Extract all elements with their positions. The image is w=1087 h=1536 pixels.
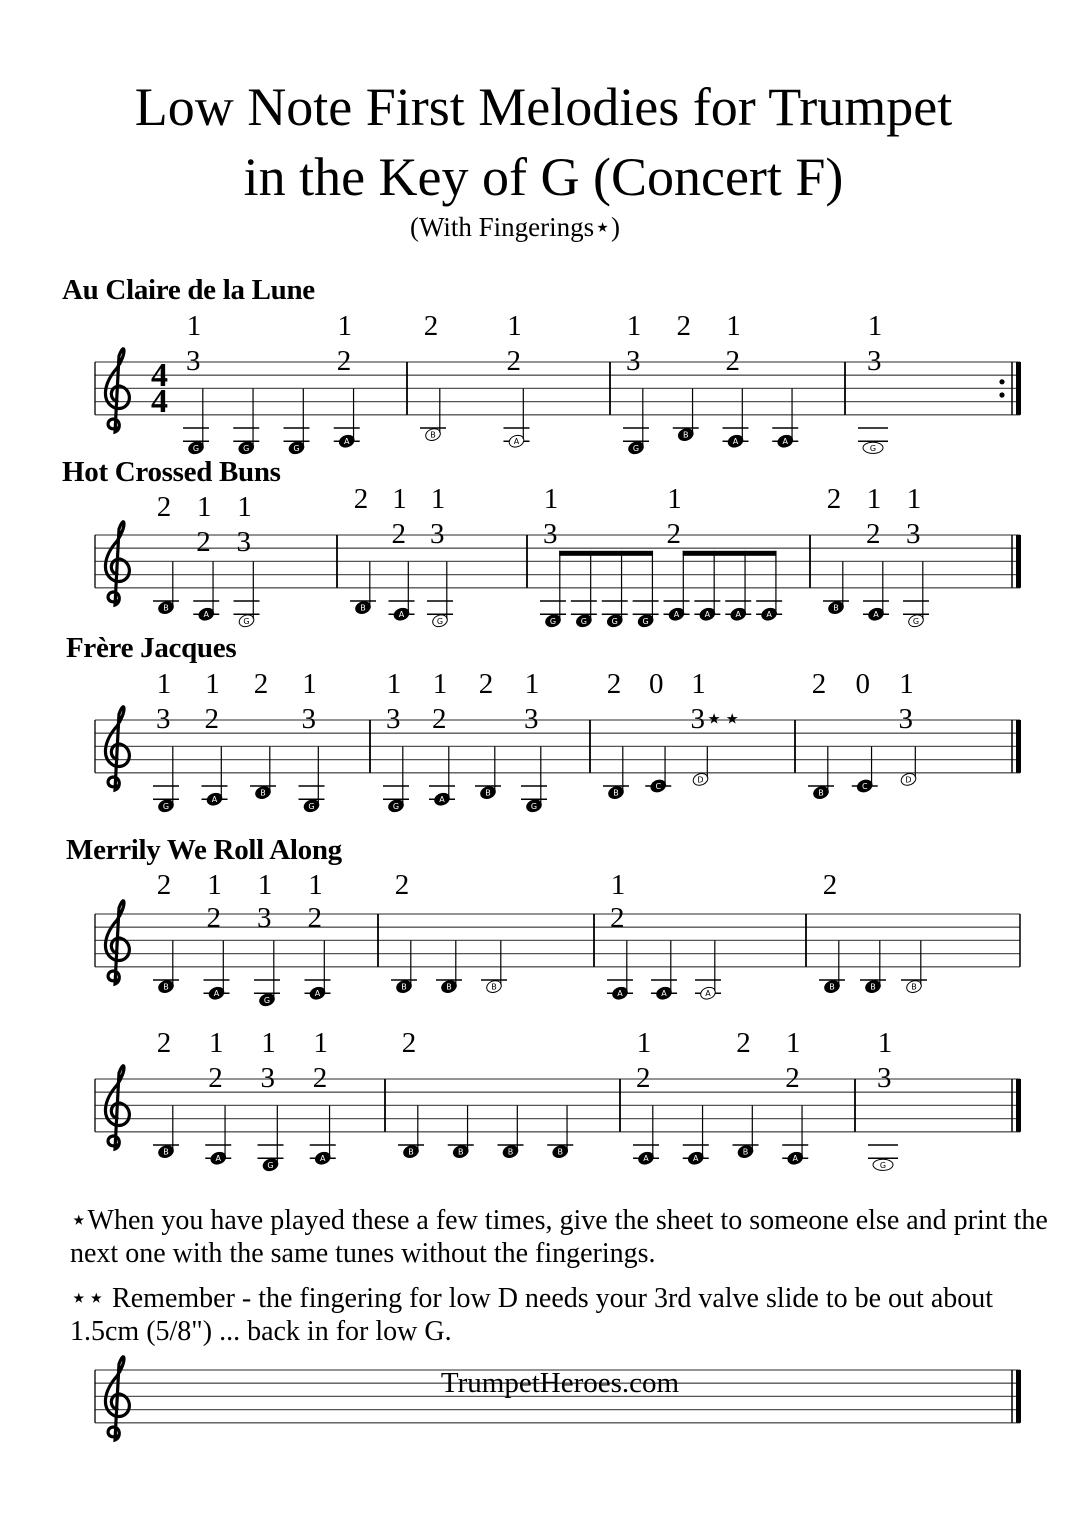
fingering-top: 2	[676, 310, 691, 342]
note-A	[723, 310, 749, 449]
note-G	[254, 869, 280, 1008]
note-letter: B	[360, 603, 366, 613]
note-G	[233, 388, 259, 455]
fingering-top: 1	[899, 668, 914, 700]
treble-clef-icon	[105, 522, 129, 605]
fingering-top: 2	[156, 869, 172, 901]
fingering-top: 2	[394, 869, 410, 901]
note-G	[284, 388, 310, 455]
fingering-bottom: 2	[866, 518, 881, 550]
note-B	[153, 1027, 179, 1159]
note-G	[903, 483, 929, 629]
final-bar-thick	[1016, 1370, 1021, 1423]
repeat-dot	[999, 392, 1004, 397]
fingering-top: 1	[786, 1027, 801, 1059]
fingering-bottom: 2	[432, 703, 447, 735]
note-letter: A	[873, 610, 879, 620]
note-letter: A	[693, 1154, 699, 1164]
fingering-bottom: 2	[196, 526, 211, 558]
fingering-top: 1	[432, 668, 448, 700]
time-signature-digit: 4	[151, 357, 168, 394]
note-letter: B	[911, 982, 917, 992]
fingering-top: 2	[353, 483, 369, 515]
note-A	[695, 940, 721, 1001]
note-A	[863, 483, 889, 622]
fingering-top: 1	[156, 668, 172, 700]
note-letter: B	[683, 430, 689, 440]
note-letter: C	[861, 782, 868, 791]
note-A	[202, 668, 228, 807]
fingering-top: 2	[478, 668, 494, 700]
note-letter: G	[192, 443, 200, 453]
fingering-top: 1	[257, 869, 273, 901]
note-letter: B	[491, 982, 497, 992]
note-A	[310, 1027, 336, 1166]
note-B	[808, 668, 834, 800]
note-letter: B	[446, 982, 452, 992]
note-letter: G	[642, 616, 649, 626]
website-text: TrumpetHeroes.com	[440, 1367, 680, 1399]
fingering-bottom: 3	[301, 703, 316, 735]
fingering-bottom: 2	[208, 1062, 223, 1094]
fingering-top: 1	[726, 310, 741, 342]
note-letter: A	[704, 610, 711, 620]
note-letter: G	[263, 995, 271, 1005]
note-G	[299, 668, 325, 814]
note-letter: G	[879, 1160, 887, 1170]
fingering-bottom: 3	[906, 518, 921, 550]
footnote-2: ⋆⋆ Remember - the fingering for low D needs your 3rd valve slide to be out about 1.5cm (5/8") ... back in for low G.	[70, 1283, 994, 1347]
fingering-top: 1	[877, 1027, 893, 1059]
fingering-bottom: 2	[391, 518, 406, 550]
fingering-top: 2	[401, 1027, 417, 1059]
note-letter: A	[782, 437, 788, 447]
note-letter: B	[458, 1147, 464, 1157]
note-letter: B	[163, 1147, 169, 1157]
fingering-bottom: 2	[636, 1062, 651, 1094]
fingering-top: 1	[205, 668, 220, 700]
note-A	[204, 869, 230, 1001]
note-letter: G	[530, 801, 538, 811]
note-A	[683, 1105, 709, 1166]
note-letter: D	[905, 775, 912, 785]
fingering-bottom: 3	[236, 526, 251, 558]
note-B	[603, 668, 629, 800]
note-letter: B	[507, 1147, 514, 1157]
page-title-line1: Low Note First Melodies for Trumpet	[134, 77, 953, 137]
eighth-beam	[683, 551, 777, 556]
note-letter: G	[611, 616, 618, 626]
repeat-dot	[999, 379, 1004, 384]
fingering-bottom: 3	[898, 703, 913, 735]
fingering-bottom: 2	[785, 1062, 800, 1094]
note-letter: D	[697, 775, 704, 785]
note-letter: G	[549, 616, 557, 626]
note-letter: B	[829, 982, 835, 992]
note-letter: G	[912, 616, 920, 626]
tune-title-merrily: Merrily We Roll Along	[66, 834, 342, 866]
staff-3	[95, 869, 1020, 1008]
fingering-top: 1	[866, 483, 882, 515]
note-G	[383, 668, 409, 814]
note-G	[183, 310, 209, 456]
fingering-bottom: 2	[307, 902, 322, 934]
treble-clef-icon	[105, 707, 129, 790]
fingering-top: 1	[207, 869, 222, 901]
note-letter: A	[344, 437, 350, 447]
fingering-top: 1	[386, 668, 402, 700]
fingering-top: 1	[543, 483, 559, 515]
fingering-top: 1	[209, 1027, 224, 1059]
fingering-top: 1	[667, 483, 682, 515]
note-letter: A	[732, 437, 739, 447]
note-letter: G	[267, 1160, 274, 1170]
note-letter: A	[211, 795, 218, 805]
note-letter: G	[392, 801, 400, 811]
fingering-bottom: 3	[877, 1062, 892, 1094]
fingering-top: 1	[636, 1027, 652, 1059]
note-letter: A	[398, 610, 405, 620]
tune-title-frere-jacques: Frère Jacques	[66, 632, 237, 664]
fingering-top: 2	[811, 668, 827, 700]
fingering-bottom: 2	[336, 345, 352, 377]
note-A	[389, 483, 415, 622]
note-letter: B	[408, 1147, 414, 1157]
note-A	[305, 869, 331, 1001]
note-letter: A	[735, 610, 741, 620]
fingering-top: 1	[313, 1027, 328, 1059]
note-letter: A	[203, 610, 209, 620]
note-letter: A	[766, 610, 772, 620]
final-bar-thick	[1016, 362, 1021, 415]
fingering-top: 1	[610, 869, 626, 901]
note-letter: B	[430, 430, 436, 440]
fingering-bottom: 2	[666, 518, 681, 550]
note-G	[633, 551, 659, 629]
note-G	[602, 551, 628, 629]
fingering-top: 1	[237, 491, 252, 523]
final-bar-thick	[1016, 1079, 1021, 1132]
note-A	[334, 310, 360, 449]
fingering-bottom: 3	[626, 345, 641, 377]
note-B	[823, 483, 849, 615]
fingering-bottom: 2	[506, 345, 521, 377]
fingering-top: 2	[736, 1027, 751, 1059]
treble-clef-icon	[105, 1357, 129, 1440]
fingering-top: 1	[197, 491, 212, 523]
note-A	[607, 869, 633, 1001]
note-B	[250, 668, 276, 800]
note-letter: G	[243, 443, 250, 453]
note-letter: G	[293, 443, 300, 453]
note-D	[899, 668, 918, 787]
note-letter: B	[742, 1147, 749, 1157]
treble-clef-icon	[105, 1066, 129, 1149]
fingering-bottom: 3	[524, 703, 539, 735]
fingering-top: 1	[626, 310, 642, 342]
fingering-top: 2	[156, 491, 172, 523]
note-B	[153, 491, 179, 615]
final-bar-thick	[1016, 720, 1021, 773]
time-signature-digit: 4	[151, 383, 168, 420]
note-G	[571, 551, 597, 629]
note-letter: B	[163, 982, 169, 992]
note-letter: G	[162, 801, 170, 811]
note-A	[193, 491, 219, 622]
fingering-top: 0	[649, 668, 664, 700]
note-B	[819, 869, 845, 994]
note-letter: A	[215, 1154, 221, 1164]
note-letter: G	[308, 801, 315, 811]
fingering-bottom: 3	[543, 518, 558, 550]
fingering-bottom: 3	[430, 518, 445, 550]
note-letter: B	[870, 982, 876, 992]
fingering-top: 1	[867, 310, 883, 342]
treble-clef-icon	[105, 901, 129, 984]
note-letter: B	[818, 788, 824, 798]
note-B	[673, 310, 699, 442]
note-letter: A	[705, 989, 711, 999]
note-B	[350, 483, 376, 615]
fingering-top: 2	[822, 869, 838, 901]
staff-4	[95, 1027, 1021, 1173]
fingering-bottom: 2	[206, 902, 221, 934]
fingering-top: 1	[392, 483, 407, 515]
note-A	[429, 668, 455, 807]
note-G	[858, 310, 888, 453]
fingering-top: 1	[337, 310, 352, 342]
note-G	[868, 1027, 898, 1170]
note-A	[633, 1027, 659, 1166]
note-letter: A	[314, 989, 321, 999]
fingering-bottom: 3	[156, 703, 171, 735]
note-letter: A	[643, 1154, 649, 1164]
fingering-top: 1	[430, 483, 446, 515]
fingering-bottom: 3	[257, 902, 272, 934]
note-letter: C	[655, 782, 662, 791]
note-letter: A	[661, 989, 667, 999]
page-title-line2: in the Key of G (Concert F)	[243, 147, 844, 207]
note-letter: B	[485, 788, 491, 798]
fingering-top: 1	[261, 1027, 276, 1059]
fingering-top: 1	[308, 869, 323, 901]
eighth-beam	[559, 551, 653, 556]
fingering-top: 2	[253, 668, 269, 700]
tune-title-au-claire: Au Claire de la Lune	[62, 274, 315, 306]
fingering-bottom: 2	[204, 703, 219, 735]
note-letter: A	[320, 1154, 326, 1164]
note-B	[153, 869, 179, 994]
note-G	[153, 668, 179, 814]
fingering-top: 0	[855, 668, 870, 700]
fingering-top: 1	[524, 668, 540, 700]
note-letter: A	[673, 610, 680, 620]
note-A	[772, 388, 798, 449]
note-B	[391, 869, 417, 994]
note-C	[852, 668, 878, 794]
fingering-top: 2	[156, 1027, 172, 1059]
tune-title-hot-cross-buns: Hot Crossed Buns	[62, 456, 281, 488]
staff-2	[95, 668, 1021, 814]
page-subtitle: (With Fingerings⋆)	[409, 212, 621, 242]
note-A	[782, 1027, 808, 1166]
fingering-bottom: 3	[386, 703, 401, 735]
fingering-bottom: 2	[312, 1062, 328, 1094]
note-letter: G	[869, 443, 877, 453]
note-D	[691, 668, 742, 787]
footnote-1: ⋆When you have played these a few times, give the sheet to someone else and print the next one with the same tunes without the fingerings.	[70, 1205, 1048, 1269]
note-letter: B	[260, 788, 266, 798]
staff-0	[95, 310, 1021, 456]
note-B	[475, 668, 501, 800]
fingering-bottom: 3	[260, 1062, 275, 1094]
note-G	[234, 491, 260, 629]
fingering-top: 2	[423, 310, 439, 342]
fingering-top: 1	[302, 668, 317, 700]
fingering-bottom: 3	[186, 345, 201, 377]
note-letter: B	[833, 603, 839, 613]
note-B	[420, 310, 446, 442]
time-signature	[151, 357, 168, 420]
fingering-top: 2	[826, 483, 842, 515]
note-letter: G	[580, 616, 587, 626]
fingering-bottom: 3	[867, 345, 882, 377]
note-letter: A	[792, 1154, 798, 1164]
note-letter: B	[163, 603, 169, 613]
fingering-bottom: 3⋆⋆	[690, 703, 742, 735]
note-B	[398, 1027, 424, 1159]
treble-clef-icon	[105, 349, 129, 432]
note-A	[205, 1027, 231, 1166]
note-letter: A	[439, 795, 445, 805]
note-letter: G	[436, 616, 444, 626]
note-letter: G	[243, 616, 250, 626]
note-letter: A	[213, 989, 220, 999]
staff-1	[95, 483, 1021, 629]
note-letter: B	[401, 982, 407, 992]
fingering-top: 1	[507, 310, 522, 342]
note-G	[521, 668, 547, 814]
note-letter: B	[613, 788, 619, 798]
fingering-top: 2	[606, 668, 622, 700]
fingering-top: 1	[906, 483, 922, 515]
fingering-top: 1	[691, 668, 706, 700]
note-letter: A	[513, 437, 520, 447]
note-G	[623, 310, 649, 456]
final-bar-thick	[1016, 535, 1021, 588]
note-letter: B	[557, 1147, 563, 1157]
note-G	[427, 483, 453, 629]
note-G	[258, 1027, 284, 1173]
note-B	[733, 1027, 759, 1159]
note-G	[540, 483, 566, 629]
note-A	[504, 310, 530, 449]
fingering-top: 1	[186, 310, 202, 342]
note-letter: A	[617, 989, 623, 999]
note-C	[645, 668, 671, 794]
note-A	[651, 940, 677, 1001]
fingering-bottom: 2	[610, 902, 625, 934]
note-letter: G	[632, 443, 640, 453]
fingering-bottom: 2	[725, 345, 740, 377]
